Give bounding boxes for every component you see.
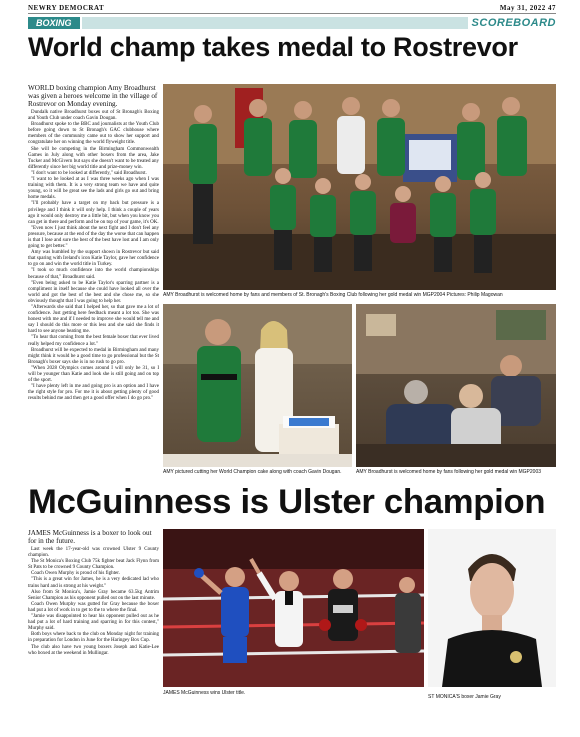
portrait-photo — [428, 529, 556, 687]
paragraph: The St Monica's Boxing Club 75k fighter beat Jack Flynn from St Pats to be crowned 9 County Champion. — [28, 559, 159, 571]
paragraph: Broadhurst spoke to the BBC and journalists at the Youth Club before going down to St Bronagh's GAC clubhouse where members of the community came out to show her support and congratulate her on winning the world flyweight title. — [28, 122, 159, 146]
paragraph: Dundalk native Broadhurst boxes out of St Bronagh's Boxing and Youth Club under coach Gavin Dougan. — [28, 110, 159, 122]
caption-cake-photo: AMY pictured cutting her World Champion cake along with coach Gavin Dougan. — [163, 469, 342, 475]
fans-photo — [356, 304, 556, 467]
paragraph: Also from St Monica's, Jamie Gray became 63.5kg Antrim Senior Champion as his opponent pulled out on the last minute. — [28, 589, 159, 601]
fans-photo-illustration — [356, 304, 556, 467]
masthead — [28, 2, 556, 14]
paragraph: "This is a great win for James, he is a very dedicated lad who trains hard and is strong at his weight." — [28, 577, 159, 589]
cake-photo-illustration — [163, 304, 352, 467]
paragraph: The club also have two young boxers Joseph and Katie-Lee who boxed at the weekend in Mullingar. — [28, 644, 159, 656]
paragraph: Last week the 17-year-old was crowned Ulster 9 County champion. — [28, 547, 159, 559]
caption-fans-photo: AMY Broadhurst is welcomed home by fans following her gold medal win MGP2003 — [356, 469, 541, 475]
article2-column — [28, 529, 159, 729]
ring-photo — [163, 529, 424, 687]
paragraph: "Afterwards she said that I helped her, so that gave me a lot of confidence. Just getting here feedback meant a lot too. She was honest with me and if I needed to improve she would tell me and say I should do this more or this less and she said she finds it hard to see anyone beating me. — [28, 305, 159, 335]
paragraph: She will be competing in the Birmingham Commonwealth Games in July along with other boxers from the area, Jake Tucker and McGivern but says she doesn't want to be treated any differently since her big world title and prize-money win. — [28, 146, 159, 170]
headline-ulster-champion: McGuinness is Ulster champion — [28, 483, 546, 521]
caption-ring-photo: JAMES McGuinness wins Ulster title. — [163, 690, 246, 696]
paragraph: Coach Owen Murphy is proud of his fighter. — [31, 571, 120, 577]
paragraph: "I want to be looked at as I was three weeks ago when I was training with them. It is a very strong team we have and quite young, so it will be great see the lads and girls go out and bring home medals. — [28, 177, 159, 201]
paragraph: "I have plenty left in me and going pro is an option and I have the right style for pro. For me it is about getting plenty of good results behind me and then get a good offer when I do go pro." — [28, 384, 159, 402]
paragraph: Coach Owen Murphy was gutted for Gray because the boxer had put a lot of work in to get to the to where the final. — [28, 601, 159, 613]
group-photo — [163, 84, 556, 290]
paragraph: Broadhurst will be expected to medal in Birmingham and many might think it would be a good time to go professional but the St Bronagh's boxer says she is in no rush to go pro. — [28, 347, 159, 365]
section-rule — [82, 17, 468, 29]
paragraph: "I don't want to be looked at differently," said Broadhurst. — [31, 170, 147, 176]
paragraph: Both boys where back to the club on Monday night for training in preparation for London in June for the Haringey Box Cup. — [28, 632, 159, 644]
paragraph: "To hear that coming from the best female boxer that ever lived really helped my confidence a lot." — [28, 335, 159, 347]
paragraph: "Jamie was disappointed to hear his opponent pulled out as he had put a lot of hard training and sparring in for this contest," Murphy said. — [28, 614, 159, 632]
paragraph: "Even being asked to be Katie Taylor's sparring partner is a compliment in itself because she could have looked all over the world and got the best of the best and she chose me, so she obviously thought that I was going to help her. — [28, 280, 159, 304]
caption-portrait-photo: ST MONICA'S boxer Jamie Gray — [428, 694, 501, 700]
paragraph: Amy was humbled by the support shown in Rostrevor but said that sparing with Ireland's icon Katie Taylor, gave her confidence to go on and win the world title in Turkey. — [28, 250, 159, 268]
cake-photo — [163, 304, 352, 467]
date-page: May 31, 2022 47 — [499, 3, 556, 12]
article1-column — [28, 84, 159, 479]
paragraph: "I'll probably have a target on my back but pressure is a privilege and I think it will only help. I think a couple of years ago it would only destroy me a little bit, but when you know you can get in there and perform and be on top of your game, it's OK. — [28, 201, 159, 225]
paragraph: "When 2028 Olympics comes around I will only be 31, so I will be younger than Katie and look she is still going and on top of the sport. — [28, 365, 159, 384]
paragraph: "I took so much confidence into the world championships because of that," Broadhurst said. — [28, 268, 159, 280]
headline-world-champ: World champ takes medal to Rostrevor — [28, 32, 518, 62]
section-brand: SCOREBOARD — [471, 17, 556, 29]
paper-name: NEWRY DEMOCRAT — [28, 3, 105, 12]
caption-group-photo: AMY Broadhurst is welcomed home by fans and members of St. Bronagh's Boxing Club following her gold medal win MGP2004 Pictures: Philip Magowan — [163, 292, 503, 298]
section-tag: BOXING — [28, 17, 80, 29]
article1-body — [28, 110, 159, 403]
article2-lead: JAMES McGuinness is a boxer to look out for in the future. — [28, 529, 152, 545]
section-bar — [28, 16, 556, 30]
ring-photo-illustration — [163, 529, 424, 687]
article2-body — [28, 547, 159, 657]
paragraph: "Even now I just think about the next fight and I don't feel any pressure, because at the end of the day the worse that can happen is that I lose and sure the best of the best have lost and I am only going to get better." — [28, 225, 159, 250]
group-photo-illustration — [163, 84, 556, 290]
portrait-photo-illustration — [428, 529, 556, 687]
article1-lead: WORLD boxing champion Amy Broadhurst was given a heroes welcome in the village of Rostrevor on Monday evening. — [28, 84, 158, 108]
